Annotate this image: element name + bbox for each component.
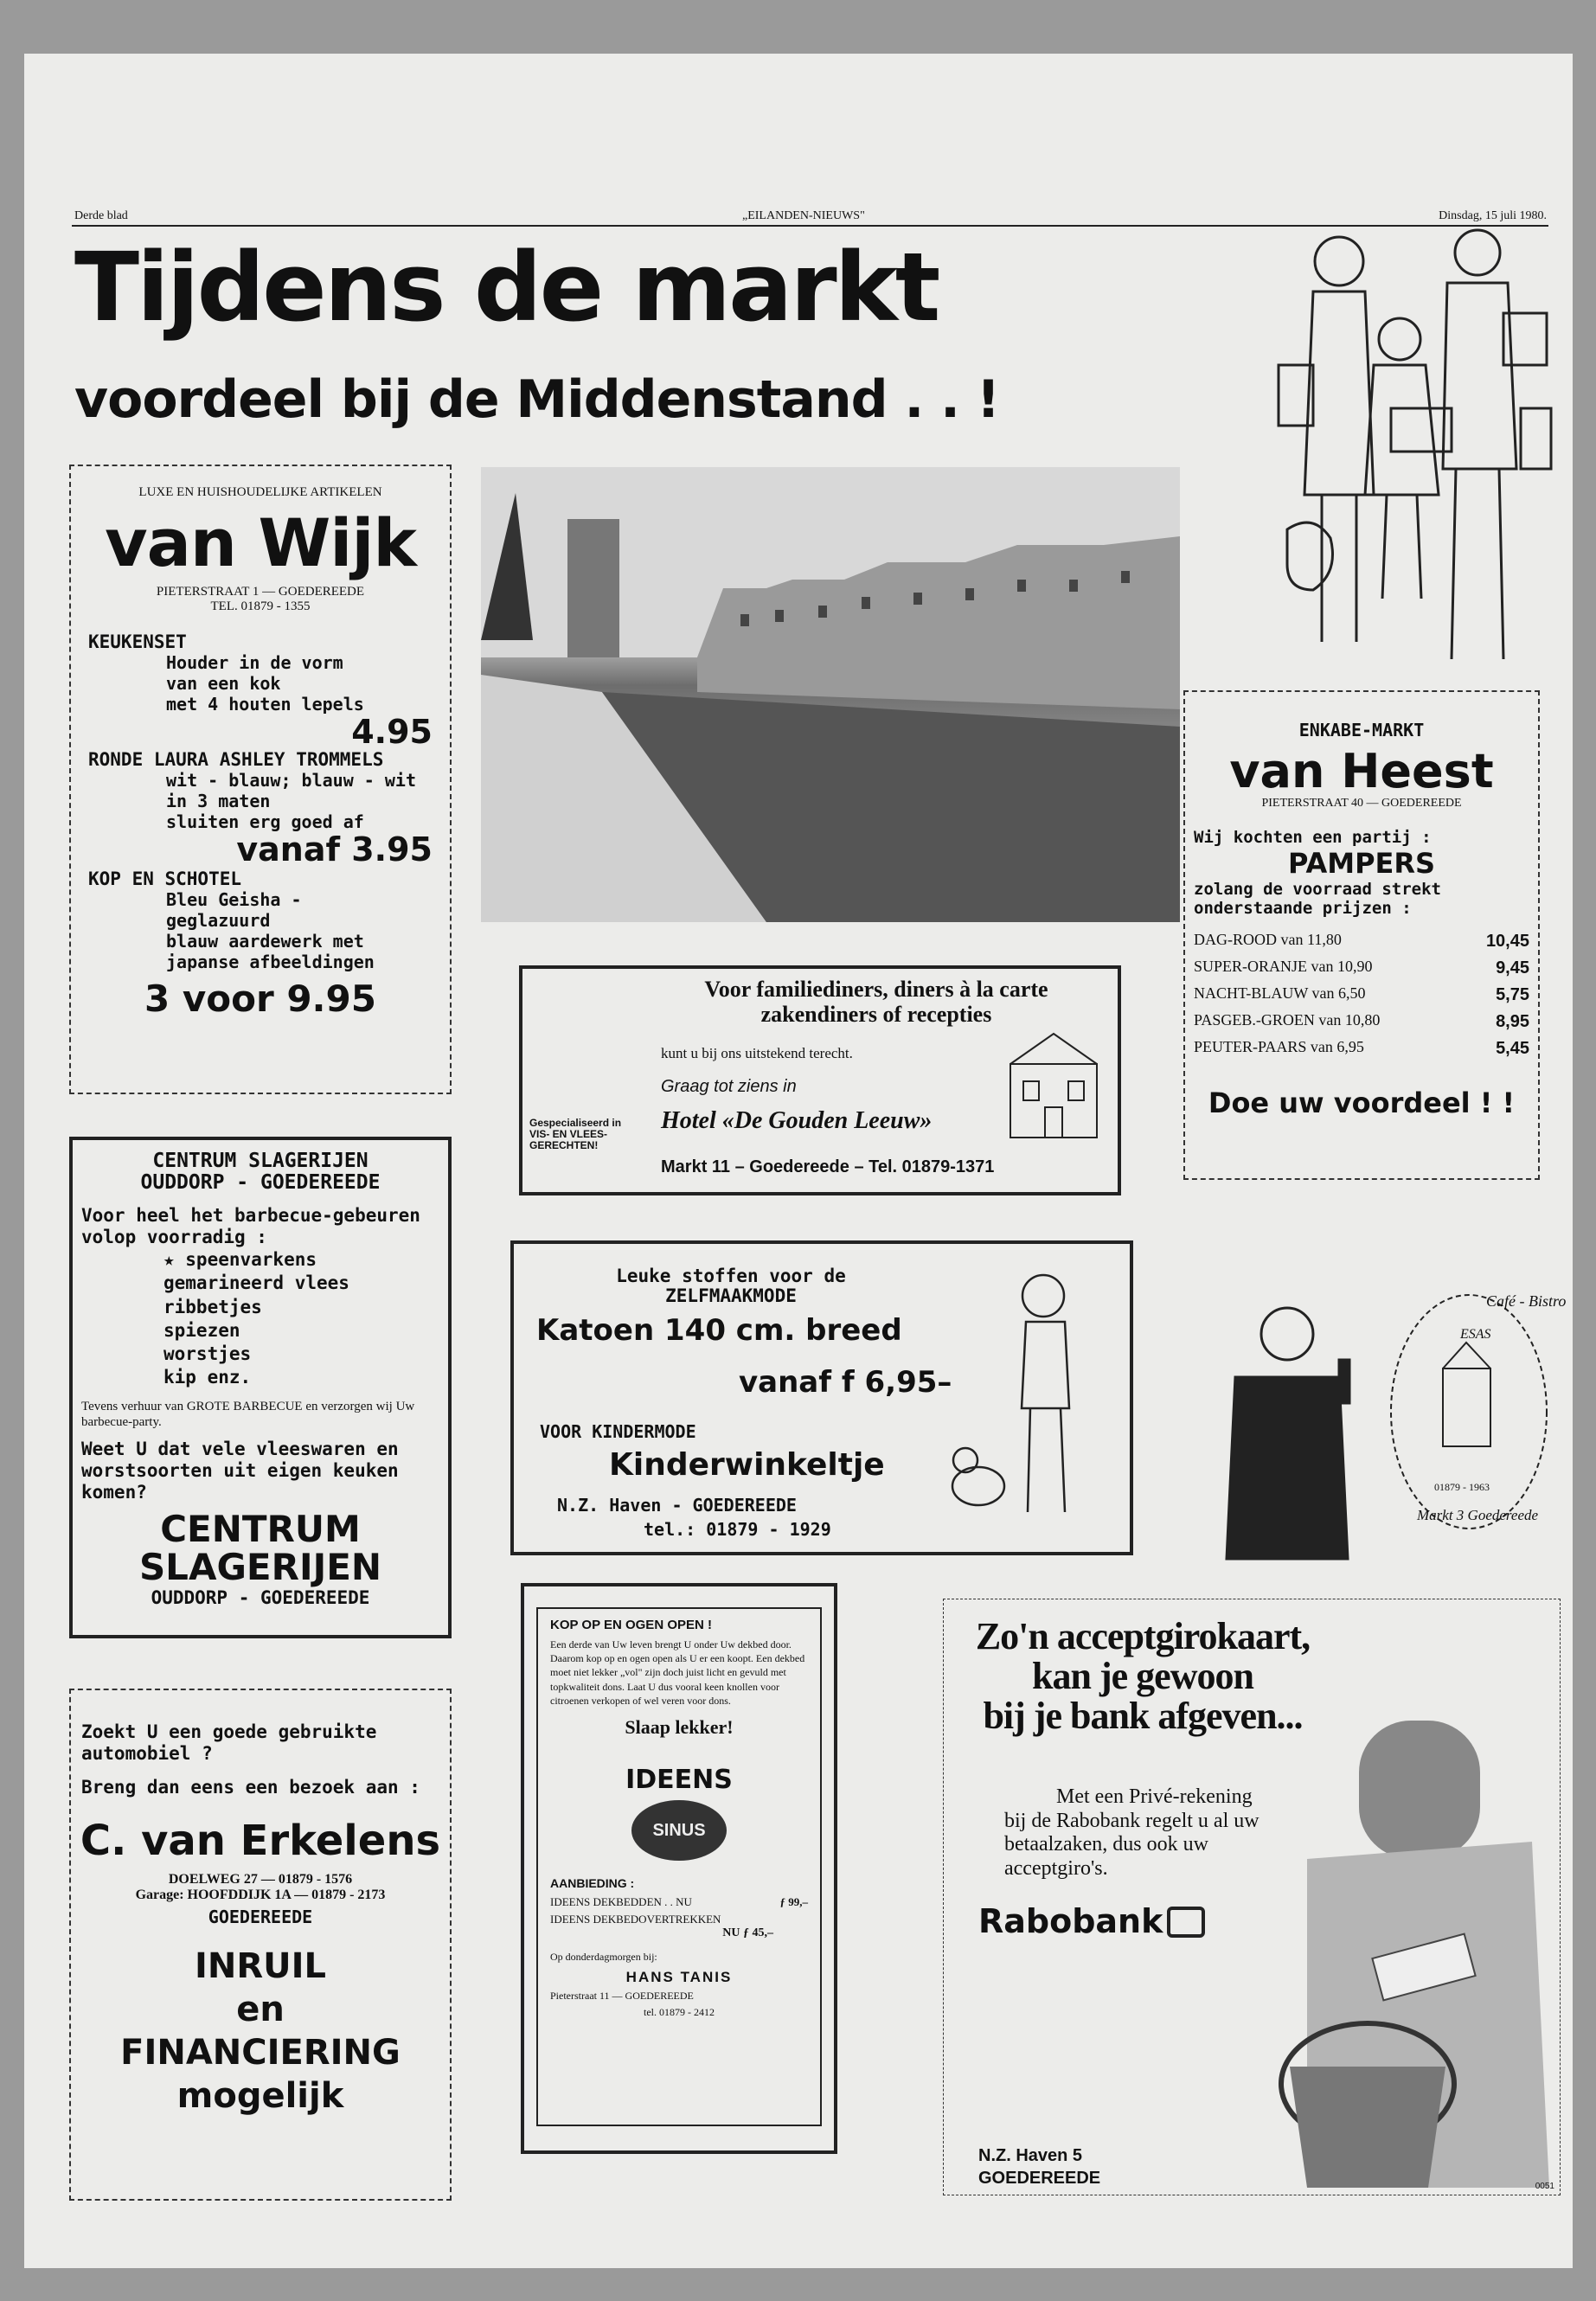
- hotel-drawing: [1002, 1029, 1106, 1142]
- tanis-day: Op donderdagmorgen bij:: [550, 1950, 657, 1963]
- price-item-value: 8,95: [1496, 1012, 1529, 1032]
- ad-van-erkelens: [69, 1689, 452, 2201]
- bistro-badge-years: 01879 - 1963: [1434, 1481, 1490, 1493]
- price-row: [1194, 982, 1529, 1009]
- slagerijen-name1: CENTRUM: [160, 1508, 361, 1551]
- price-row: [1194, 1035, 1529, 1062]
- tanis-p1-price: ƒ 99,–: [779, 1894, 808, 1908]
- harbour-photo: [481, 467, 1180, 922]
- list-item: kip enz.: [163, 1367, 252, 1388]
- price-item-name: PEUTER-PAARS van 6,95: [1194, 1038, 1364, 1056]
- tanis-tel: tel. 01879 - 2412: [644, 2005, 715, 2018]
- van-wijk-item2-desc: sluiten erg goed af: [166, 811, 364, 833]
- van-heest-line1: Wij kochten een partij :: [1194, 828, 1432, 848]
- slagerijen-head1: CENTRUM SLAGERIJEN: [152, 1150, 369, 1172]
- erkelens-name: C. van Erkelens: [80, 1816, 441, 1865]
- van-wijk-name: van Wijk: [105, 504, 416, 581]
- erkelens-s4: mogelijk: [176, 2075, 344, 2116]
- erkelens-addr2: Garage: HOOFDDIJK 1A — 01879 - 2173: [135, 1887, 386, 1902]
- gouden-leeuw-line2: zakendiners of recepties: [760, 1001, 992, 1027]
- bistro-badge-bottom: Markt 3 Goedereede: [1417, 1507, 1539, 1523]
- van-wijk-item2-desc: wit - blauw; blauw - wit: [166, 770, 416, 792]
- ad-van-wijk: [69, 465, 452, 1094]
- van-wijk-item1-desc: van een kok: [166, 672, 281, 694]
- price-item-name: SUPER-ORANJE van 10,90: [1194, 958, 1373, 976]
- rabobank-b1: Met een Privé-rekening: [1056, 1785, 1253, 1808]
- bistro-badge-mid: ESAS: [1460, 1327, 1491, 1342]
- kinder-tel: tel.: 01879 - 1929: [644, 1519, 831, 1540]
- van-wijk-item3-price: 3 voor 9.95: [144, 977, 376, 1021]
- child-with-dog-drawing: [948, 1261, 1095, 1538]
- tanis-brand2: SINUS: [631, 1800, 727, 1861]
- tanis-aanbieding: AANBIEDING :: [550, 1875, 635, 1890]
- gouden-leeuw-side: VIS- EN VLEES-: [529, 1128, 608, 1141]
- slagerijen-foot: OUDDORP - GOEDEREEDE: [151, 1586, 370, 1608]
- rabobank-b4: acceptgiro's.: [1004, 1856, 1108, 1880]
- van-wijk-kicker: LUXE EN HUISHOUDELIJKE ARTIKELEN: [138, 485, 382, 499]
- ad-gouden-leeuw: [519, 965, 1121, 1195]
- tanis-price-row: [550, 1895, 808, 1909]
- price-row: [1194, 928, 1529, 955]
- tanis-p2-name: IDEENS DEKBEDOVERTREKKEN: [550, 1912, 721, 1926]
- van-wijk-item3-title: KOP EN SCHOTEL: [88, 868, 242, 890]
- erkelens-addr1: DOELWEG 27 — 01879 - 1576: [168, 1871, 353, 1887]
- van-wijk-item3-desc: japanse afbeeldingen: [166, 952, 375, 973]
- kinder-big1: Katoen 140 cm. breed: [536, 1313, 902, 1348]
- rabobank-b3: betaalzaken, dus ook uw: [1004, 1833, 1208, 1856]
- kinder-address: N.Z. Haven - GOEDEREEDE: [557, 1495, 797, 1516]
- gouden-leeuw-line3: kunt u bij ons uitstekend terecht.: [661, 1045, 853, 1061]
- van-wijk-item3-desc: geglazuurd: [166, 910, 271, 932]
- gouden-leeuw-side: GERECHTEN!: [529, 1139, 599, 1152]
- slagerijen-note: Tevens verhuur van GROTE BARBECUE en verzorgen wij Uw barbecue-party.: [81, 1399, 415, 1429]
- van-wijk-item2-price: vanaf 3.95: [236, 830, 433, 869]
- van-heest-line3: onderstaande prijzen :: [1194, 899, 1412, 919]
- tanis-p2-price: NU ƒ 45,–: [722, 1926, 773, 1939]
- rabobank-h2: kan je gewoon: [1032, 1655, 1253, 1698]
- list-item: worstjes: [163, 1343, 252, 1365]
- tanis-head: KOP OP EN OGEN OPEN !: [550, 1618, 712, 1632]
- rabobank-h1: Zo'n acceptgirokaart,: [975, 1615, 1311, 1657]
- tanis-body: Een derde van Uw leven brengt U onder Uw dekbed door. Daarom kop op en ogen open als U er een koopt. Een dekbed moet niet lekker „vol" zijn doch juist licht en gevuld met topkwaliteit dons. Laat U dus vooral keen knollen voor citroenen verkopen of wel veren voor dons.: [550, 1638, 805, 1707]
- kinder-line2: ZELFMAAKMODE: [665, 1285, 797, 1307]
- erkelens-q2: Breng dan eens een bezoek aan :: [81, 1777, 420, 1798]
- price-item-value: 5,75: [1496, 985, 1529, 1005]
- tanis-address: Pieterstraat 11 — GOEDEREEDE: [550, 1989, 694, 2002]
- tanis-slogan: Slaap lekker!: [625, 1715, 734, 1738]
- headline-subtitle: voordeel bij de Middenstand . . !: [74, 369, 1000, 430]
- price-item-value: 5,45: [1496, 1039, 1529, 1059]
- rabobank-brand: Rabobank: [978, 1902, 1163, 1940]
- van-wijk-address: PIETERSTRAAT 1 — GOEDEREEDE: [156, 584, 365, 599]
- rabobank-addr1: N.Z. Haven 5: [978, 2146, 1083, 2165]
- erkelens-s3: FINANCIERING: [120, 2032, 401, 2073]
- price-item-value: 10,45: [1485, 932, 1529, 952]
- van-wijk-item3-desc: blauw aardewerk met: [166, 931, 364, 952]
- kinder-big2: vanaf f 6,95–: [739, 1365, 952, 1400]
- van-wijk-item3-desc: Bleu Geisha -: [166, 889, 302, 911]
- rabobank-addr2: GOEDEREEDE: [978, 2169, 1101, 2188]
- van-wijk-item1-title: KEUKENSET: [88, 631, 187, 652]
- van-wijk-tel: TEL. 01879 - 1355: [210, 599, 311, 613]
- price-item-name: NACHT-BLAUW van 6,50: [1194, 984, 1366, 1003]
- ad-rabobank: [943, 1599, 1561, 2195]
- woman-with-basket-photo: [1203, 1634, 1549, 2188]
- gouden-leeuw-name: Hotel «De Gouden Leeuw»: [661, 1107, 933, 1134]
- slagerijen-name2: SLAGERIJEN: [138, 1546, 382, 1589]
- headline-title: Tijdens de markt: [74, 232, 939, 343]
- van-heest-name: van Heest: [1229, 744, 1494, 798]
- list-item: gemarineerd vlees: [163, 1272, 349, 1294]
- list-item: ribbetjes: [163, 1296, 262, 1317]
- van-wijk-item2-title: RONDE LAURA ASHLEY TROMMELS: [88, 749, 384, 771]
- erkelens-town: GOEDEREEDE: [208, 1906, 313, 1927]
- erkelens-s2: en: [236, 1989, 285, 2029]
- van-heest-slogan: Doe uw voordeel ! !: [1208, 1086, 1516, 1120]
- slagerijen-list: [163, 1248, 448, 1390]
- gouden-leeuw-line4: Graag tot ziens in: [661, 1077, 797, 1096]
- van-heest-address: PIETERSTRAAT 40 — GOEDEREEDE: [1261, 797, 1462, 811]
- waiter-illustration: [1209, 1282, 1555, 1567]
- newspaper-page: [24, 54, 1573, 2268]
- ad-hans-tanis: [521, 1583, 837, 2154]
- gouden-leeuw-address: Markt 11 – Goedereede – Tel. 01879-1371: [661, 1157, 995, 1176]
- masthead-right: Dinsdag, 15 juli 1980.: [1439, 209, 1547, 222]
- kinder-name: Kinderwinkeltje: [609, 1447, 885, 1483]
- erkelens-s1: INRUIL: [194, 1945, 326, 1986]
- van-heest-line2: zolang de voorraad strekt: [1194, 880, 1441, 900]
- rabobank-b2: bij de Rabobank regelt u al uw: [1004, 1809, 1259, 1832]
- kinder-line1: Leuke stoffen voor de: [616, 1266, 846, 1286]
- price-item-name: DAG-ROOD van 11,80: [1194, 931, 1342, 949]
- erkelens-q1: Zoekt U een goede gebruikte automobiel ?: [81, 1721, 377, 1765]
- rabobank-logo-icon: [1167, 1907, 1205, 1938]
- tanis-brand1: IDEENS: [625, 1764, 733, 1795]
- price-item-name: PASGEB.-GROEN van 10,80: [1194, 1011, 1381, 1029]
- bistro-badge-top: Café - Bistro: [1486, 1292, 1567, 1310]
- shoppers-illustration: [1270, 209, 1555, 694]
- van-heest-kicker: ENKABE-MARKT: [1298, 720, 1425, 740]
- list-item: ★ speenvarkens: [163, 1248, 317, 1270]
- masthead-center: „EILANDEN-NIEUWS": [742, 209, 865, 222]
- masthead-left: Derde blad: [74, 209, 128, 222]
- price-item-value: 9,45: [1496, 958, 1529, 978]
- rabobank-code: 0051: [1535, 2182, 1554, 2191]
- kinder-line3: VOOR KINDERMODE: [540, 1421, 696, 1442]
- price-row: [1194, 955, 1529, 982]
- ad-van-heest: [1183, 690, 1540, 1180]
- gouden-leeuw-side: Gespecialiseerd in: [529, 1117, 622, 1129]
- van-heest-price-list: [1185, 928, 1538, 1062]
- van-heest-brand: PAMPERS: [1287, 847, 1436, 881]
- ad-centrum-slagerijen: [69, 1137, 452, 1638]
- van-wijk-item1-desc: Houder in de vorm: [166, 651, 343, 673]
- van-wijk-item2-desc: in 3 maten: [166, 791, 271, 812]
- tanis-p1-name: IDEENS DEKBEDDEN . . NU: [550, 1894, 692, 1908]
- slagerijen-intro: Voor heel het barbecue-gebeuren volop voorradig :: [81, 1204, 420, 1247]
- slagerijen-pitch: Weet U dat vele vleeswaren en worstsoorten uit eigen keuken komen?: [81, 1438, 399, 1503]
- van-wijk-item1-desc: met 4 houten lepels: [166, 693, 364, 715]
- gouden-leeuw-line1: Voor familiediners, diners à la carte: [704, 977, 1048, 1002]
- ad-kinderwinkeltje: [510, 1240, 1133, 1555]
- van-wijk-item1-price: 4.95: [351, 712, 433, 751]
- list-item: spiezen: [163, 1319, 240, 1341]
- tanis-name: HANS TANIS: [625, 1968, 733, 1985]
- rabobank-h3: bij je bank afgeven...: [983, 1695, 1303, 1738]
- price-row: [1194, 1009, 1529, 1035]
- slagerijen-head2: OUDDORP - GOEDEREEDE: [140, 1171, 381, 1195]
